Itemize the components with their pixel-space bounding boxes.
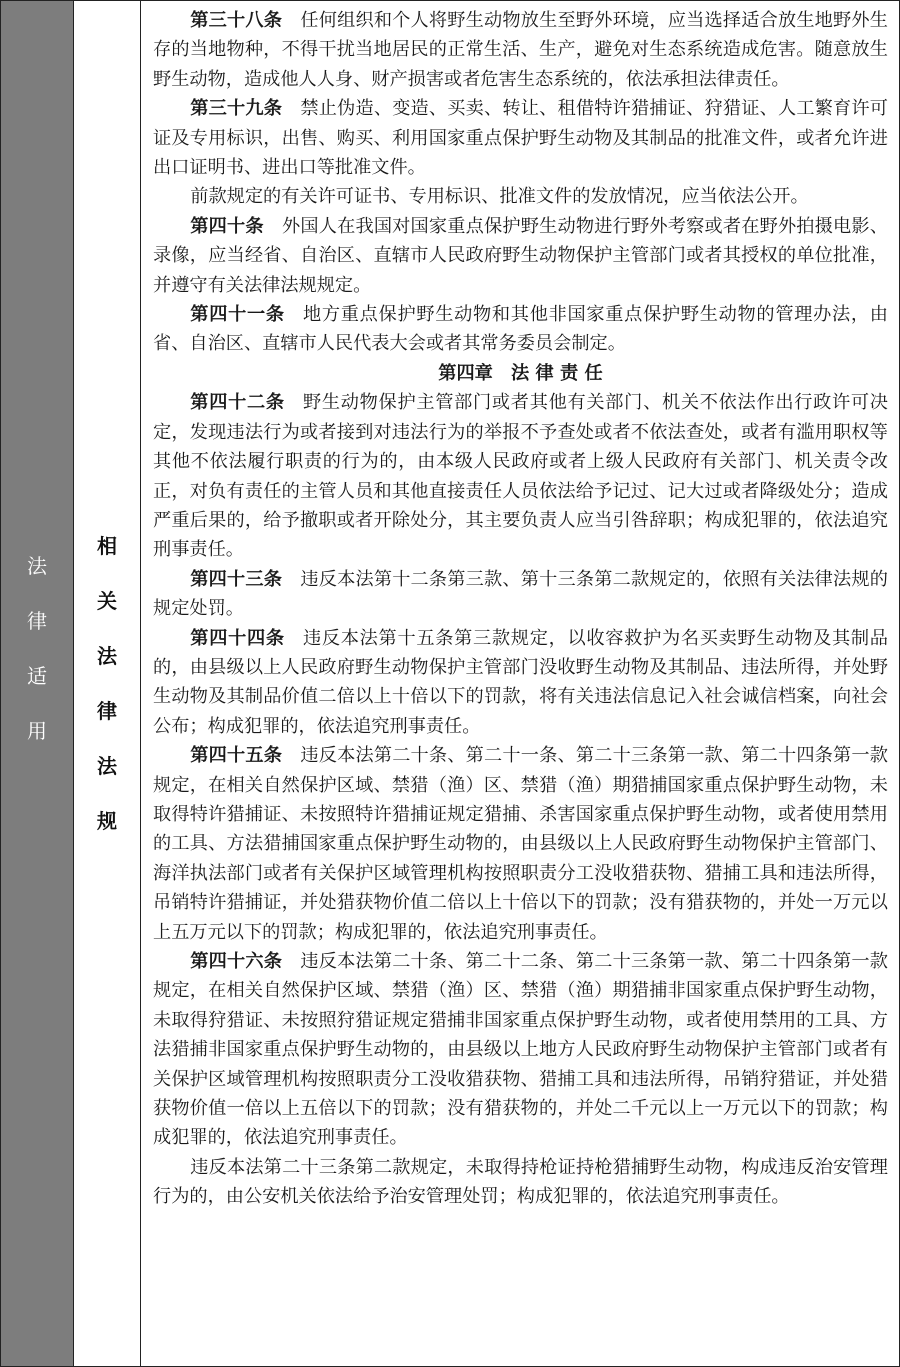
article-number: 第四十三条 (190, 568, 283, 590)
article-paragraph (153, 741, 888, 947)
article-text: 违反本法第十五条第三款规定，以收容救护为名买卖野生动物及其制品的，由县级以上人民政府野生动物保护主管部门没收野生动物及其制品、违法所得，并处野生动物及其制品价值二倍以上十倍以下的罚款，将有关违法信息记入社会诚信档案，向社会公布；构成犯罪的，依法追究刑事责任。 (153, 627, 888, 737)
paragraph (153, 1153, 888, 1212)
article-text: 地方重点保护野生动物和其他非国家重点保护野生动物的管理办法，由省、自治区、直辖市人民代表大会或者其常务委员会制定。 (153, 304, 888, 355)
subcategory-label (74, 519, 140, 849)
category-label (1, 539, 73, 759)
article-text: 违反本法第二十三条第二款规定，未取得持枪证持枪猎捕野生动物，构成违反治安管理行为的，由公安机关依法给予治安管理处罚；构成犯罪的，依法追究刑事责任。 (153, 1156, 888, 1208)
category-label-char: 适 (27, 664, 47, 688)
article-paragraph (153, 6, 888, 94)
article-number: 第三十八条 (190, 10, 283, 31)
article-number: 第四十五条 (190, 745, 283, 767)
article-paragraph (153, 212, 888, 300)
article-paragraph (153, 947, 888, 1153)
article-text: 禁止伪造、变造、买卖、转让、租借特许猎捕证、狩猎证、人工繁育许可证及专用标识，出售、购买、利用国家重点保护野生动物及其制品的批准文件，或者允许进出口证明书、进出口等批准文件。 (153, 98, 888, 179)
article-number: 第四十四条 (190, 627, 285, 649)
subcategory-label-char: 法 (97, 754, 117, 778)
article-text: 前款规定的有关许可证书、专用标识、批准文件的发放情况，应当依法公开。 (190, 186, 809, 208)
article-text: 违反本法第十二条第三款、第十三条第二款规定的，依照有关法律法规的规定处罚。 (153, 568, 888, 620)
law-text-body (153, 6, 888, 1212)
article-paragraph (153, 300, 888, 359)
subcategory-label-char: 相 (97, 534, 117, 558)
subcategory-label-char: 关 (97, 589, 117, 613)
article-text: 违反本法第二十条、第二十二条、第二十三条第一款、第二十四条第一款规定，在相关自然保护区域、禁猎（渔）区、禁猎（渔）期猎捕非国家重点保护野生动物，未取得狩猎证、未按照狩猎证规定猎捕非国家重点保护野生动物，或者使用禁用的工具、方法猎捕非国家重点保护野生动物的，由县级以上地方人民政府野生动物保护主管部门或者有关保护区域管理机构按照职责分工没收猎获物、猎捕工具和违法所得，吊销狩猎证，并处猎获物价值一倍以上五倍以下的罚款；没有猎获物的，并处二千元以上一万元以下的罚款；构成犯罪的，依法追究刑事责任。 (153, 951, 888, 1149)
article-number: 第三十九条 (190, 98, 283, 120)
article-number: 第四十一条 (190, 304, 285, 326)
article-text: 外国人在我国对国家重点保护野生动物进行野外考察或者在野外拍摄电影、录像，应当经省、自治区、直辖市人民政府野生动物保护主管部门或者其授权的单位批准，并遵守有关法律法规规定。 (153, 215, 888, 296)
article-number: 第四十二条 (190, 392, 285, 414)
article-paragraph (153, 388, 888, 564)
chapter-heading: 第四章 法 律 责 任 (438, 362, 603, 384)
article-paragraph (153, 565, 888, 624)
article-text: 任何组织和个人将野生动物放生至野外环境，应当选择适合放生地野外生存的当地物种，不得干扰当地居民的正常生活、生产，避免对生态系统造成危害。随意放生野生动物，造成他人人身、财产损害或者危害生态系统的，依法承担法律责任。 (153, 10, 888, 90)
article-text: 野生动物保护主管部门或者其他有关部门、机关不依法作出行政许可决定，发现违法行为或者接到对违法行为的举报不予查处或者不依法查处，或者有滥用职权等其他不依法履行职责的行为的，由本级人民政府或者上级人民政府有关部门、机关责令改正，对负有责任的主管人员和其他直接责任人员依法给予记过、记大过或者降级处分；造成严重后果的，给予撤职或者开除处分，其主要负责人应当引咎辞职；构成犯罪的，依法追究刑事责任。 (153, 392, 888, 561)
article-paragraph (153, 94, 888, 182)
subcategory-label-char: 规 (97, 809, 117, 833)
category-label-char: 法 (27, 554, 47, 578)
paragraph (153, 182, 888, 211)
subcategory-column (74, 1, 141, 1366)
subcategory-label-char: 律 (97, 699, 117, 723)
category-column (1, 1, 74, 1366)
category-label-char: 律 (27, 609, 47, 633)
article-number: 第四十六条 (190, 951, 283, 972)
category-label-char: 用 (27, 719, 47, 743)
subcategory-label-char: 法 (97, 644, 117, 668)
article-paragraph (153, 624, 888, 742)
article-text: 违反本法第二十条、第二十一条、第二十三条第一款、第二十四条第一款规定，在相关自然保护区域、禁猎（渔）区、禁猎（渔）期猎捕国家重点保护野生动物，未取得特许猎捕证、未按照特许猎捕证规定猎捕、杀害国家重点保护野生动物，或者使用禁用的工具、方法猎捕国家重点保护野生动物的，由县级以上人民政府野生动物保护主管部门、海洋执法部门或者有关保护区域管理机构按照职责分工没收猎获物、猎捕工具和违法所得，吊销特许猎捕证，并处猎获物价值二倍以上十倍以下的罚款；没有猎获物的，并处一万元以上五万元以下的罚款；构成犯罪的，依法追究刑事责任。 (153, 745, 888, 943)
article-number: 第四十条 (190, 215, 264, 237)
